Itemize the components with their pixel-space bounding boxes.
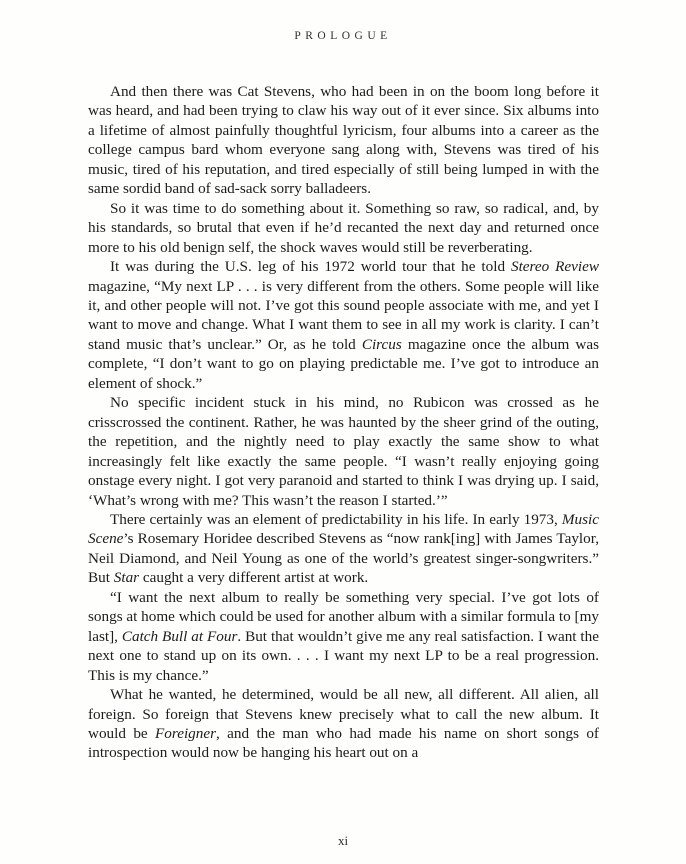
italic-text-run: Music Scene: [88, 510, 599, 548]
paragraph: [88, 82, 599, 199]
running-head: PROLOGUE: [294, 30, 392, 42]
paragraph: [88, 510, 599, 588]
text-run: “I want the next album to really be something very special. I’ve got lots of songs at home which could be used for another album with a similar formula to [my last],: [88, 588, 599, 645]
italic-text-run: Catch Bull at Four: [121, 627, 238, 645]
italic-text-run: Star: [113, 569, 140, 587]
text-run: And then there was Cat Stevens, who had been in on the boom long before it was heard, and had been trying to claw his way out of it ever since. Six albums into a lifetime of almost painfully thoughtful lyricism, four albums into a career as the college campus bard whom everyone sang along with, Stevens was tired of his music, tired of his reputation, and tired especially of still being lumped in with the same sordid band of sad-sack sorry balladeers.: [88, 83, 599, 198]
text-run: So it was time to do something about it. Something so raw, so radical, and, by his standards, so brutal that even if he’d recanted the next day and returned once more to his old benign self, the shock waves would still be reverberating.: [88, 199, 599, 256]
italic-text-run: Stereo Review: [510, 258, 599, 276]
paragraph: [88, 685, 599, 763]
text-run: ’s Rosemary Horidee described Stevens as “now rank[ing] with James Taylor, Neil Diamond, and Neil Young as one of the world’s greatest singer-songwriters.” But: [88, 530, 599, 587]
page-number: xi: [337, 833, 349, 848]
text-run: No specific incident stuck in his mind, no Rubicon was crossed as he crisscrossed the continent. Rather, he was haunted by the sheer grind of the outing, the repetition, and the nightly need to play exactly the same show to what increasingly felt like exactly the same people. “I wasn’t really enjoying going onstage every night. I got very paranoid and started to think I was drying up. I said, ‘What’s wrong with me? This wasn’t the reason I started.’”: [88, 394, 599, 509]
paragraph: [88, 588, 599, 685]
text-run: It was during the U.S. leg of his 1972 world tour that he told: [110, 258, 511, 276]
paragraph: [88, 199, 599, 257]
text-run: magazine, “My next LP . . . is very different from the others. Some people will like it, and other people will not. I’ve got this sound people associate with me, and yet I want to move and change. What I want them to see in all my work is clarity. I can’t stand music that’s unclear.” Or, as he told: [88, 277, 599, 353]
paragraph: [88, 393, 599, 510]
italic-text-run: Circus: [361, 335, 402, 353]
italic-text-run: Foreigner: [155, 724, 217, 742]
text-run: , and the man who had made his name on short songs of introspection would now be hanging his heart out on a: [88, 724, 599, 762]
page-body: [88, 82, 599, 763]
text-run: . But that wouldn’t give me any real satisfaction. I want the next one to stand up on its own. . . . I want my next LP to be a real progression. This is my chance.”: [88, 627, 599, 684]
text-run: magazine once the album was complete, “I don’t want to go on playing predictable me. I’ve got to introduce an element of shock.”: [88, 335, 599, 392]
text-run: What he wanted, he determined, would be all new, all different. All alien, all foreign. So foreign that Stevens knew precisely what to call the new album. It would be: [88, 686, 599, 742]
paragraph: [88, 257, 599, 393]
text-run: There certainly was an element of predictability in his life. In early 1973,: [110, 510, 562, 528]
text-run: caught a very different artist at work.: [139, 569, 369, 587]
